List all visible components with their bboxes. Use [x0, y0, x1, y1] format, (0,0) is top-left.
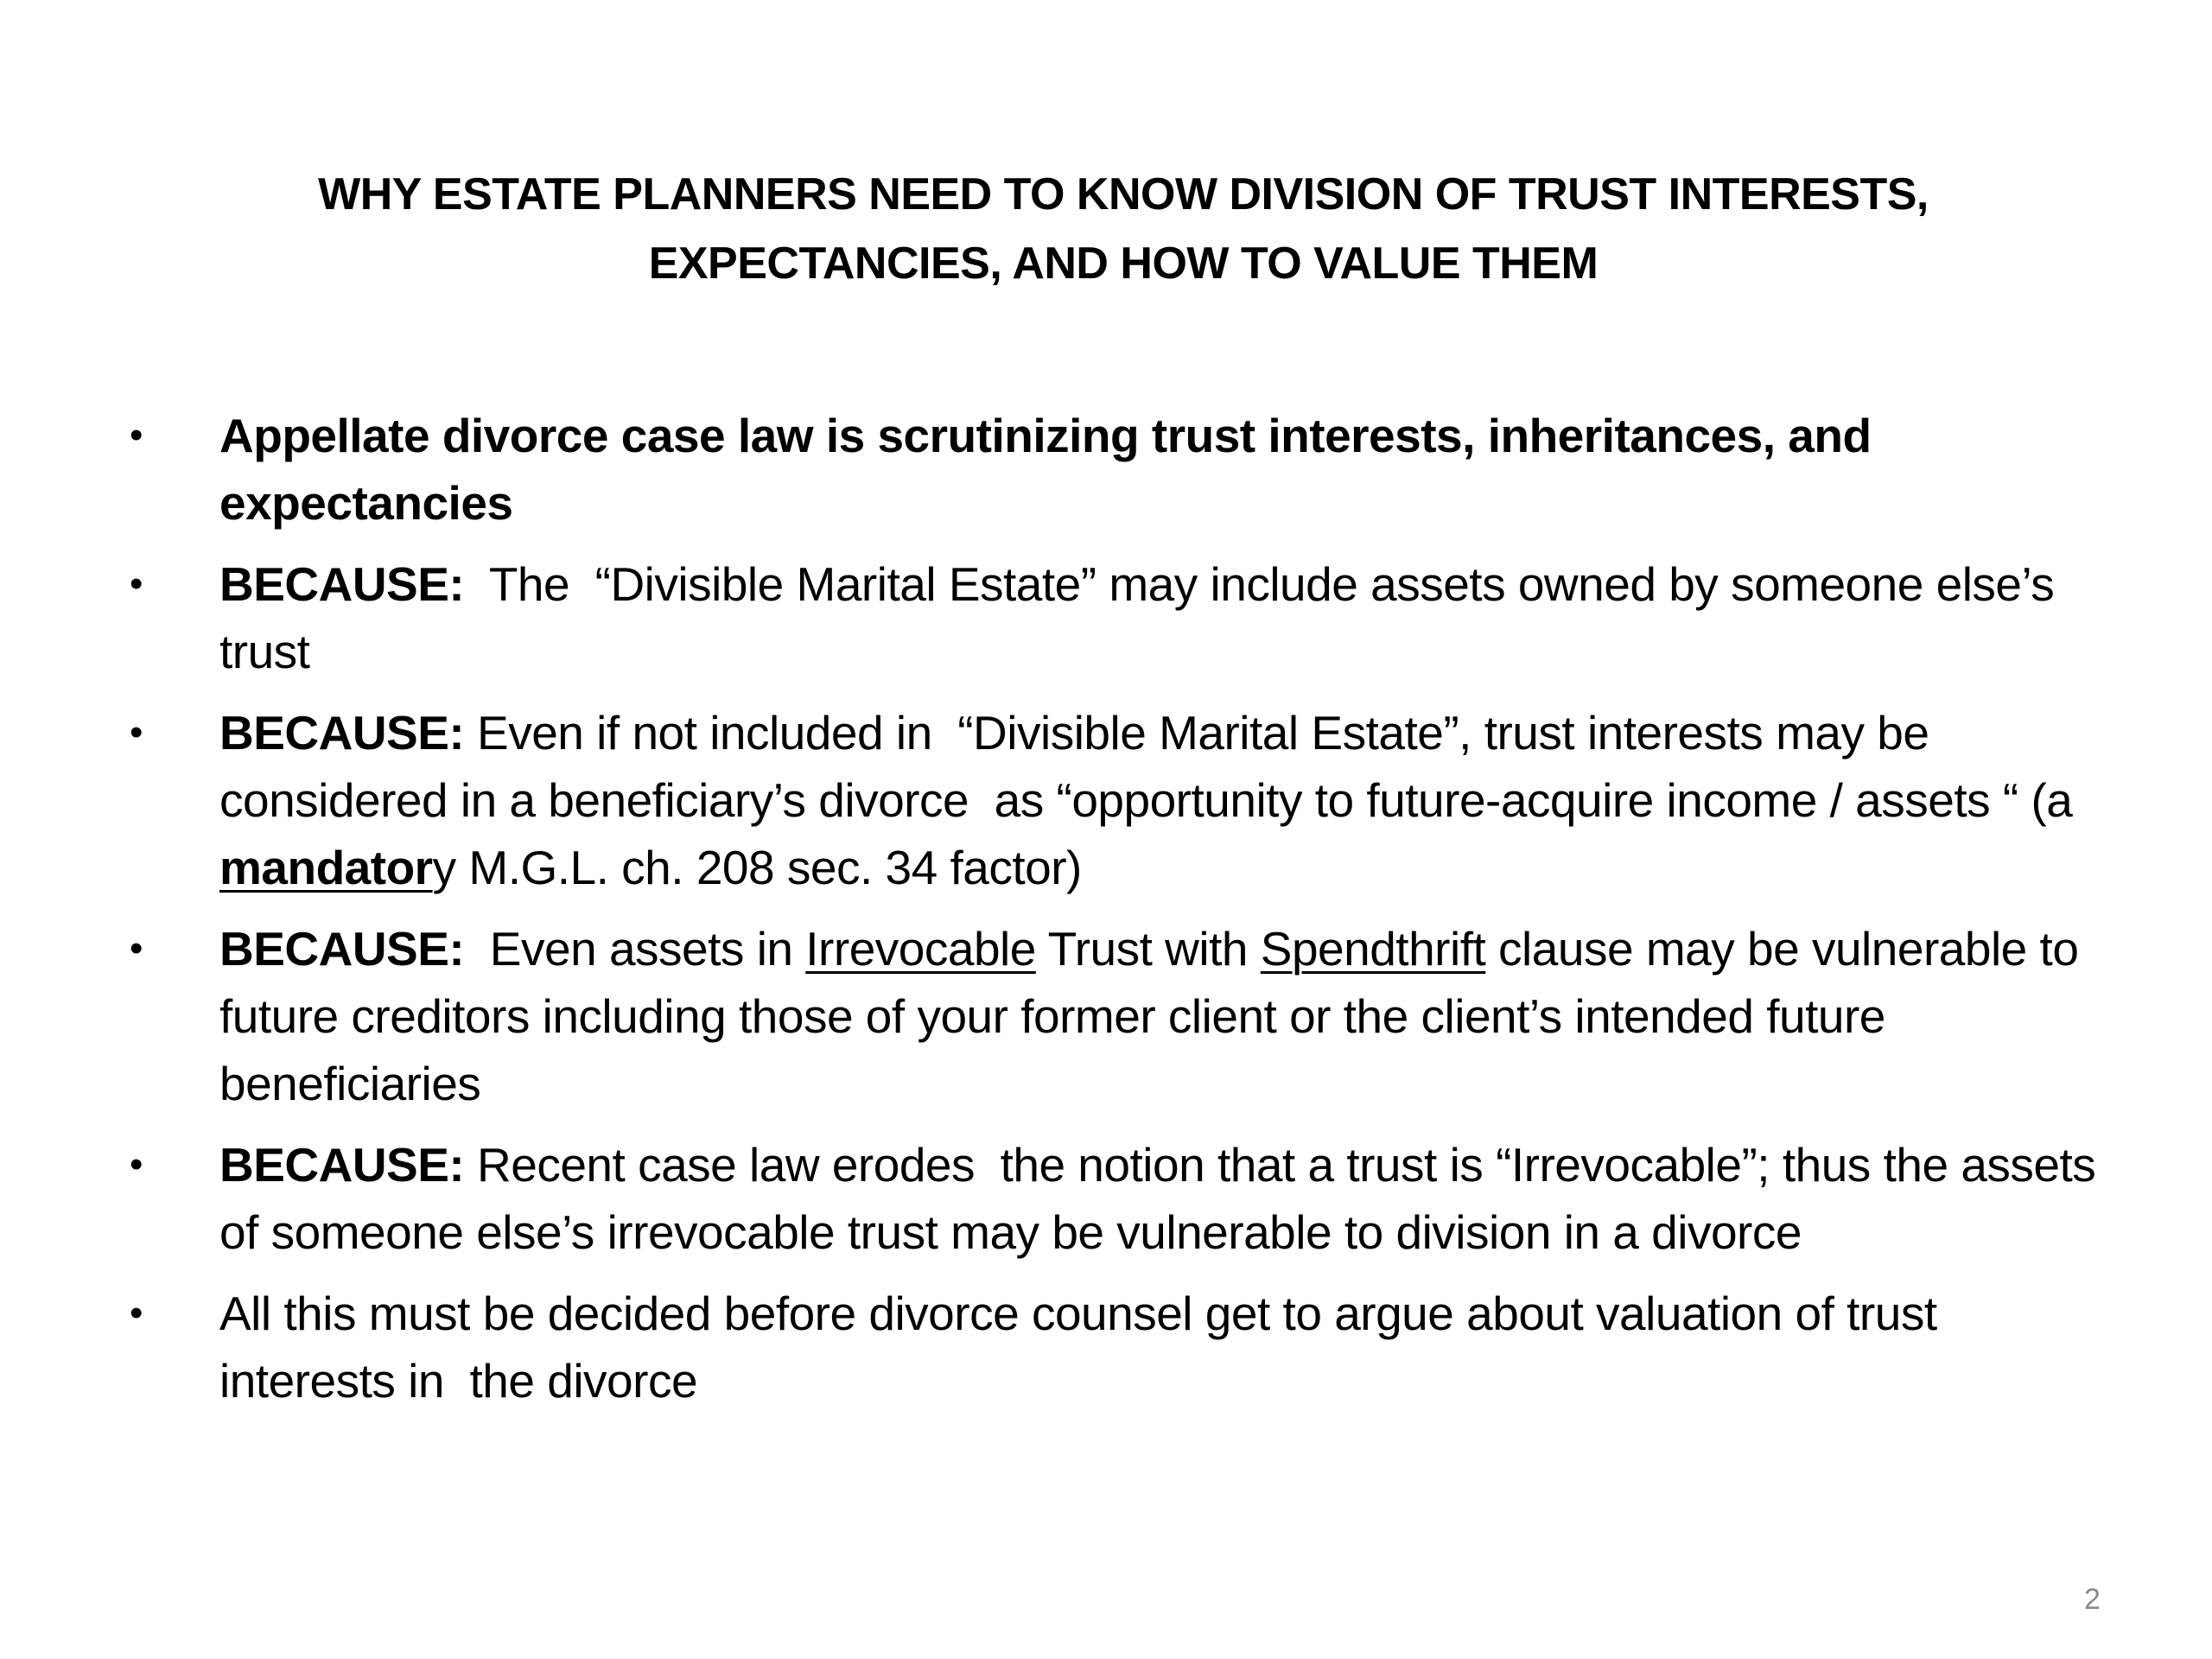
bullet-emphasis: mandator — [219, 841, 433, 894]
bullet-dot-icon: • — [130, 1292, 143, 1334]
underlined-term-spendthrift: Spendthrift — [1260, 922, 1486, 976]
bullet-dot-icon: • — [130, 563, 143, 605]
underlined-term-irrevocable: Irrevocable — [805, 922, 1036, 976]
bullet-list — [130, 402, 2108, 1428]
bullet-item-1 — [130, 402, 2108, 537]
slide-title — [173, 160, 2074, 298]
page-number: 2 — [2084, 1583, 2101, 1616]
bullet-text: Even assets in — [464, 922, 806, 976]
bullet-text-end: clause may be vulnerable to future creditors including those of your former client or the client’s intended future beneficiaries — [219, 922, 2079, 1110]
bullet-text-continued: Trust with — [1035, 922, 1261, 976]
slide-title-line-2: EXPECTANCIES, AND HOW TO VALUE THEM — [648, 238, 1599, 289]
bullet-item-3 — [130, 699, 2108, 901]
bullet-text: Even if not included in “Divisible Marital Estate”, trust interests may be considered in a beneficiary’s divorce as “opportunity to future-acquire income / assets “ (a — [219, 706, 2086, 827]
bullet-dot-icon: • — [130, 414, 143, 456]
bullet-item-6 — [130, 1280, 2108, 1414]
bullet-item-2 — [130, 550, 2108, 685]
bullet-text-continued: y M.G.L. ch. 208 sec. 34 factor) — [432, 841, 1082, 894]
bullet-text: The “Divisible Marital Estate” may include assets owned by someone else’s trust — [219, 557, 2068, 678]
bullet-lead: BECAUSE: — [219, 557, 465, 611]
bullet-dot-icon: • — [130, 927, 143, 969]
bullet-text: All this must be decided before divorce counsel get to argue about valuation of trust interests in the divorce — [219, 1287, 1950, 1408]
bullet-dot-icon: • — [130, 711, 143, 753]
bullet-lead: BECAUSE: — [219, 922, 465, 976]
bullet-item-4 — [130, 915, 2108, 1117]
bullet-text: Appellate divorce case law is scrutinizing trust interests, inheritances, and expectancies — [219, 409, 1872, 530]
bullet-lead: BECAUSE: — [219, 706, 465, 760]
bullet-item-5 — [130, 1131, 2108, 1266]
bullet-text: Recent case law erodes the notion that a trust is “Irrevocable”; thus the assets of someone else’s irrevocable trust may be vulnerable to division in a divorce — [219, 1138, 2109, 1259]
slide-title-line-1: WHY ESTATE PLANNERS NEED TO KNOW DIVISION OF TRUST INTERESTS, — [318, 169, 1929, 219]
bullet-dot-icon: • — [130, 1143, 143, 1185]
bullet-lead: BECAUSE: — [219, 1138, 465, 1192]
